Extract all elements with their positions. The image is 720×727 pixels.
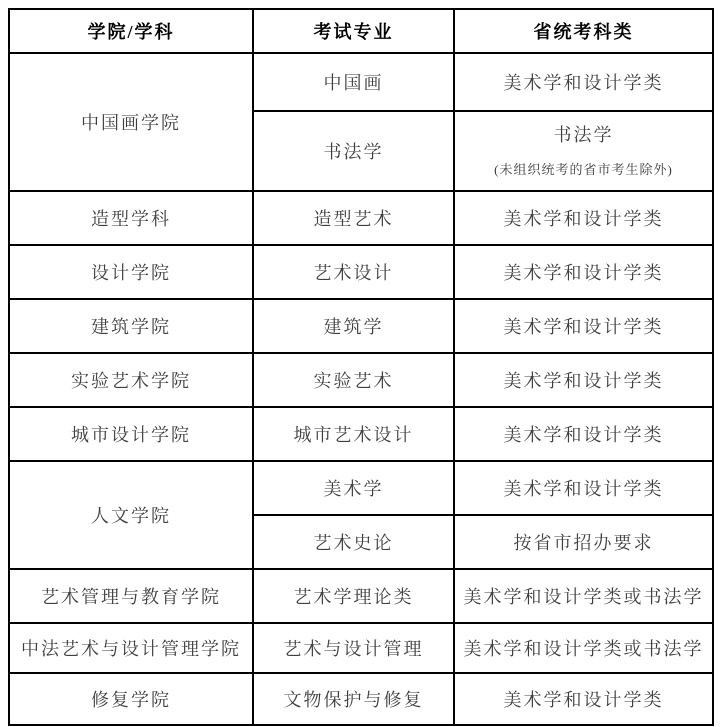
college-cell-sheji: 设计学院 (9, 245, 253, 299)
category-cell: 美术学和设计学类 (454, 461, 713, 515)
college-cell-yishuguanli: 艺术管理与教育学院 (9, 569, 253, 623)
table-row (9, 299, 713, 353)
table-row (9, 353, 713, 407)
college-cell-chengshi: 城市设计学院 (9, 407, 253, 461)
college-cell-shiyan: 实验艺术学院 (9, 353, 253, 407)
table-row (9, 623, 713, 673)
admission-table (8, 8, 714, 726)
major-cell: 艺术与设计管理 (253, 623, 454, 673)
major-cell: 建筑学 (253, 299, 454, 353)
category-note: (未组织统考的省市考生除外) (494, 162, 673, 177)
category-cell: 美术学和设计学类 (454, 353, 713, 407)
major-cell: 文物保护与修复 (253, 673, 454, 725)
category-cell: 美术学和设计学类 (454, 191, 713, 245)
header-row (9, 9, 713, 53)
table-row (9, 673, 713, 725)
category-cell: 按省市招办要求 (454, 515, 713, 569)
college-cell-zaoxing: 造型学科 (9, 191, 253, 245)
table-row (9, 53, 713, 111)
major-cell: 艺术学理论类 (253, 569, 454, 623)
category-cell: 美术学和设计学类 (454, 53, 713, 111)
category-cell (454, 111, 713, 191)
category-cell: 美术学和设计学类 (454, 673, 713, 725)
table-row (9, 569, 713, 623)
major-cell: 美术学 (253, 461, 454, 515)
college-cell-xiufu: 修复学院 (9, 673, 253, 725)
college-cell-renwen: 人文学院 (9, 461, 253, 569)
major-cell: 艺术设计 (253, 245, 454, 299)
table-row (9, 245, 713, 299)
college-cell-zhongguohua: 中国画学院 (9, 53, 253, 191)
category-cell: 美术学和设计学类 (454, 245, 713, 299)
major-cell: 实验艺术 (253, 353, 454, 407)
category-cell: 美术学和设计学类或书法学 (454, 623, 713, 673)
college-cell-zhongfa: 中法艺术与设计管理学院 (9, 623, 253, 673)
major-cell: 艺术史论 (253, 515, 454, 569)
col-header-category: 省统考科类 (454, 9, 713, 53)
category-cell: 美术学和设计学类 (454, 407, 713, 461)
major-cell: 书法学 (253, 111, 454, 191)
college-cell-jianzhu: 建筑学院 (9, 299, 253, 353)
category-cell: 美术学和设计学类或书法学 (454, 569, 713, 623)
category-text: 书法学 (553, 125, 614, 145)
col-header-major: 考试专业 (253, 9, 454, 53)
col-header-college: 学院/学科 (9, 9, 253, 53)
major-cell: 中国画 (253, 53, 454, 111)
category-cell: 美术学和设计学类 (454, 299, 713, 353)
major-cell: 城市艺术设计 (253, 407, 454, 461)
table-row (9, 461, 713, 515)
table-row (9, 191, 713, 245)
table-row (9, 407, 713, 461)
major-cell: 造型艺术 (253, 191, 454, 245)
